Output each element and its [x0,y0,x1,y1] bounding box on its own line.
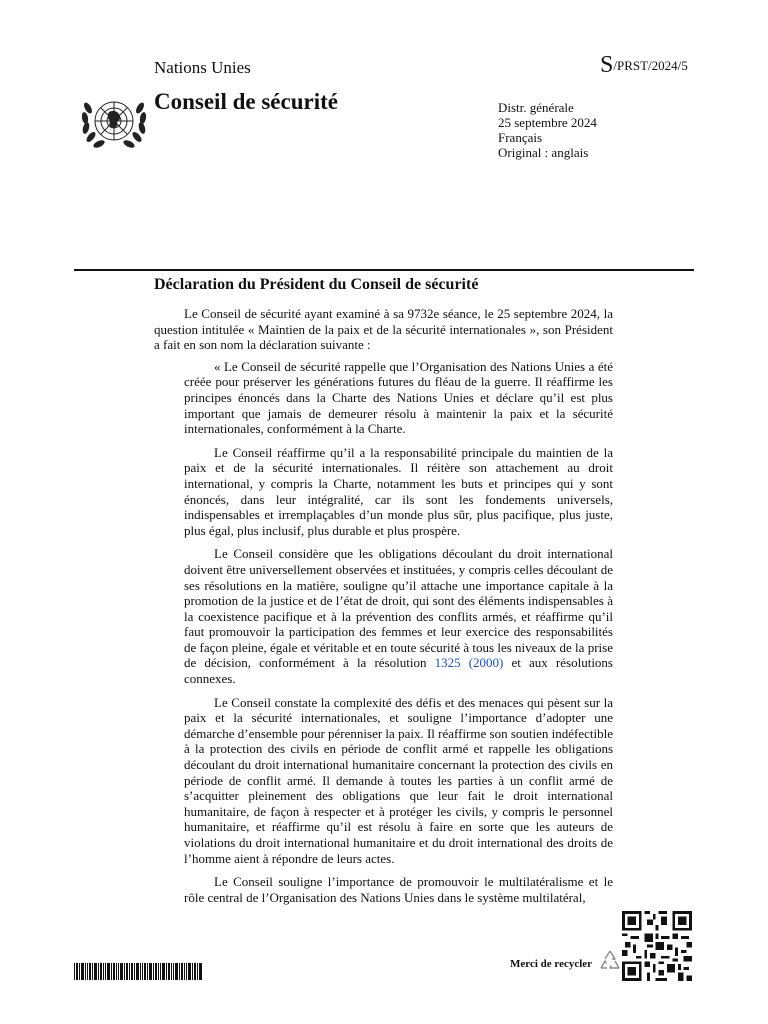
council-title: Conseil de sécurité [154,89,338,114]
declaration-title: Déclaration du Président du Conseil de sécurité [154,276,479,293]
distribution-type: Distr. générale [498,100,574,115]
symbol-letter: S [600,52,614,78]
distribution-info [498,100,597,160]
quoted-statement [154,359,613,906]
symbol-rest: /PRST/2024/5 [613,58,688,73]
barcode-icon [74,963,202,980]
recycle-icon [597,948,623,974]
intro-paragraph: Le Conseil de sécurité ayant examiné à sa 9732e séance, le 25 septembre 2024, la question intitulée « Maintien de la paix et de la sécurité internationales », son Président a fait en son nom la déclaration suivante : [154,306,613,353]
statement-paragraph-2: Le Conseil réaffirme qu’il a la responsabilité principale du maintien de la paix et de la sécurité internationales. Il réitère son attachement au droit international, y compris la Charte, notamment les buts et principes qui y sont énoncés, dans leur intégralité, car ils sont les fondements universels, indispensables et irremplaçables d’un monde plus sûr, plus pacifique, plus juste, plus égal, plus inclusif, plus durable et plus prospère. [184,444,613,538]
statement-paragraph-1: « Le Conseil de sécurité rappelle que l’Organisation des Nations Unies a été créée pour préserver les générations futures du fléau de la guerre. Il réaffirme les principes énoncés dans la Charte des Nations Unies et déclare qu’il est plus important que jamais de demeurer résolu à maintenir la paix et la sécurité internationales, conformément à la Charte. [184,358,613,437]
statement-paragraph-5: Le Conseil souligne l’importance de promouvoir le multilatéralisme et le rôle central de l’Organisation des Nations Unies dans le système multilatéral, [184,874,613,905]
un-emblem-icon [78,90,150,156]
qr-code-icon [622,911,692,981]
distribution-date: 25 septembre 2024 [498,115,597,130]
statement-paragraph-4: Le Conseil constate la complexité des défis et des menaces qui pèsent sur la paix et la sécurité internationales, et souligne l’importance d’adopter une démarche d’ensemble pour pérenniser la paix. Il réaffirme son soutien indéfectible à la protection des civils en période de conflit armé et rappelle les obligations découlant du droit international humanitaire concernant la protection des civils en période de conflit armé. Il demande à toutes les parties à un conflit armé de s’acquitter pleinement des obligations que leur fait le droit international humanitaire, de façon à respecter et à protéger les civils, y compris le personnel humanitaire, et réaffirme qu’il est résolu à faire en sorte que les auteurs de violations du droit international humanitaire et du droit international des droits de l’homme aient à répondre de leurs actes. [184,694,613,866]
distribution-language: Français [498,130,543,145]
statement-paragraph-3 [184,546,613,686]
document-symbol [600,52,688,79]
original-language: Original : anglais [498,145,589,160]
recycle-label: Merci de recycler [510,958,593,970]
paragraph-3-text-start: Le Conseil considère que les obligations découlant du droit international doivent être universellement observées et instituées, y compris celles découlant de ses résolutions en la matière, souligne qu’il attache une importance capitale à la promotion de la justice et de l’état de droit, qui sont des éléments indispensables à la coexistence pacifique et à la prévention des conflits armés, et réaffirme qu’il faut promouvoir la participation des femmes et leur exercice des responsabilités de façon pleine, égale et véritable et en toute sécurité à tous les niveaux de la prise de décision, conformément à la résolution [184,546,613,671]
header-divider [74,269,694,271]
resolution-1325-link[interactable]: 1325 (2000) [434,655,504,671]
paragraph-3-text-end: et aux résolutions connexes. [184,655,613,687]
declaration-body [154,306,613,913]
organization-name: Nations Unies [154,58,251,77]
